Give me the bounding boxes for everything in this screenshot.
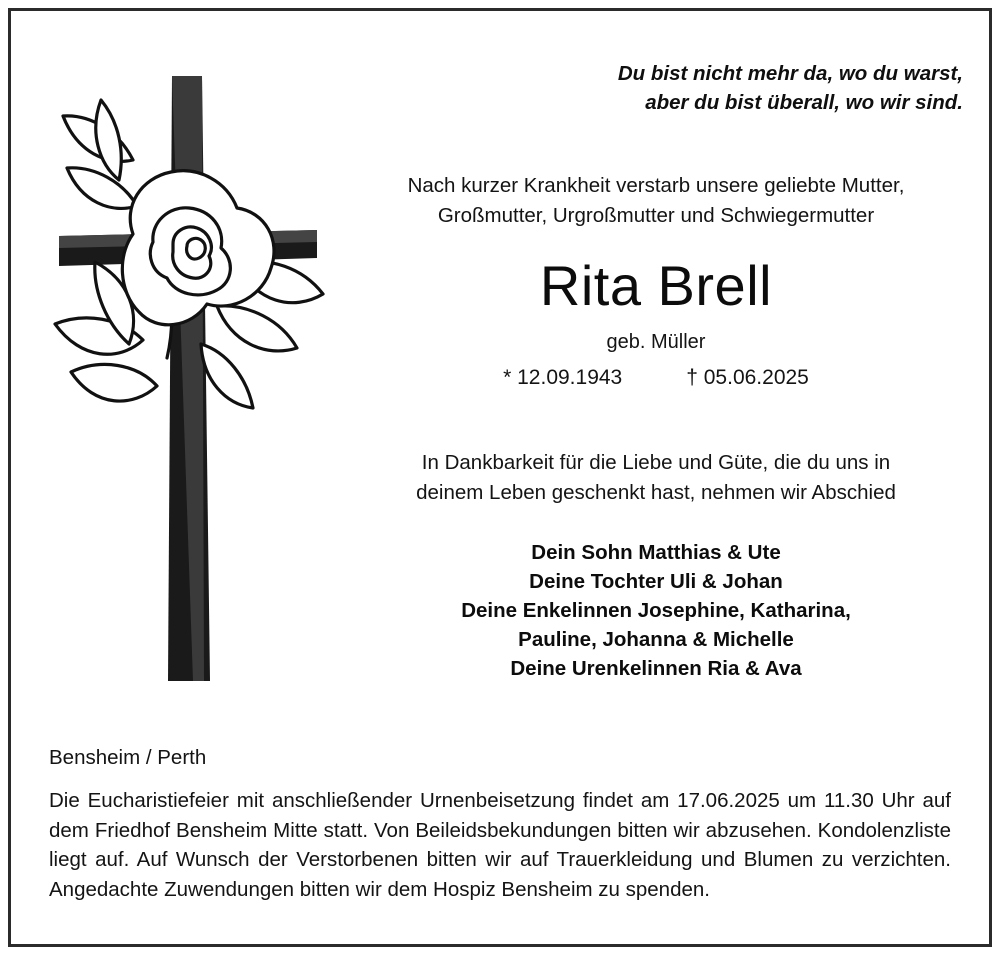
verse-line-1: Du bist nicht mehr da, wo du warst,: [617, 62, 963, 85]
death-date: † 05.06.2025: [686, 366, 809, 390]
family-line-5: Deine Urenkelinnen Ria & Ava: [510, 657, 802, 681]
family-block: [341, 538, 971, 684]
life-dates: [341, 366, 971, 390]
thanks-block: [341, 448, 971, 507]
intro-block: [341, 171, 971, 230]
verse-line-2: aber du bist überall, wo wir sind.: [645, 91, 963, 115]
intro-line-2: Großmutter, Urgroßmutter und Schwiegermutter: [437, 203, 875, 227]
verse-block: [341, 59, 971, 117]
page-border: [8, 8, 992, 947]
family-line-3: Deine Enkelinnen Josephine, Katharina,: [461, 599, 851, 623]
service-details: [49, 746, 951, 905]
thanks-line-1: In Dankbarkeit für die Liebe und Güte, die du uns in: [421, 451, 891, 475]
intro-line-1: Nach kurzer Krankheit verstarb unsere geliebte Mutter,: [407, 174, 905, 198]
cross-with-rose-icon: [41, 56, 331, 696]
page-content: [11, 11, 989, 944]
thanks-line-2: deinem Leben geschenkt hast, nehmen wir Abschied: [416, 481, 896, 505]
deceased-name: Rita Brell: [539, 253, 773, 317]
place-label: Bensheim / Perth: [49, 746, 207, 769]
family-line-1: Dein Sohn Matthias & Ute: [531, 540, 781, 564]
service-text: Die Eucharistiefeier mit anschließender Urnenbeisetzung findet am 17.06.2025 um 11.30 Uhr auf dem Friedhof Bensheim Mitte statt. Von Beileidsbekundungen bitten wir abzusehen. Kondolenzliste liegt auf. Auf Wunsch der Verstorbenen bitten wir auf Trauerkleidung und Blumen zu verzichten. Angedachte Zuwendungen bitten wir dem Hospiz Bensheim zu spenden.: [49, 789, 951, 902]
birth-date: * 12.09.1943: [503, 366, 623, 390]
maiden-name: geb. Müller: [606, 331, 706, 354]
family-line-4: Pauline, Johanna & Michelle: [518, 628, 794, 652]
obituary-text-column: [341, 59, 971, 683]
family-line-2: Deine Tochter Uli & Johan: [529, 570, 783, 593]
